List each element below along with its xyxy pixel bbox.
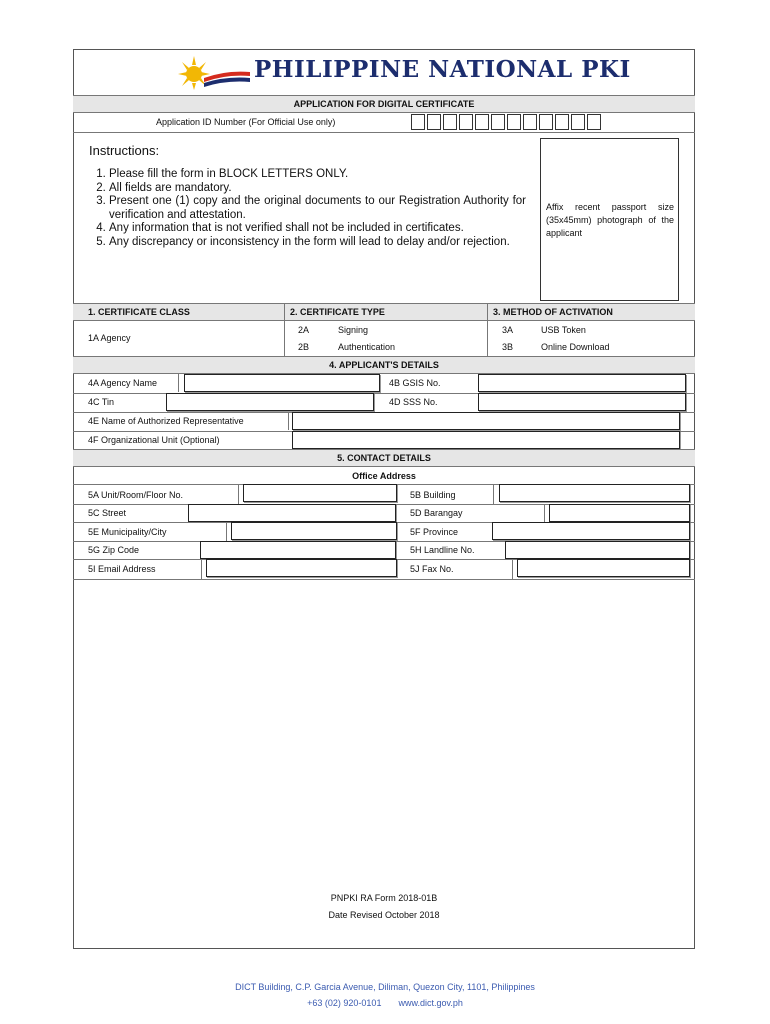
province-label: 5F Province	[410, 527, 459, 537]
cell-divider	[201, 559, 202, 579]
fax-field[interactable]	[517, 559, 690, 577]
cell-divider	[544, 504, 545, 522]
agency-name-label: 4A Agency Name	[88, 378, 158, 388]
app-id-box[interactable]	[443, 114, 457, 130]
instructions-list	[89, 168, 526, 249]
cell-divider	[493, 484, 494, 504]
app-id-box[interactable]	[427, 114, 441, 130]
sss-label: 4D SSS No.	[389, 397, 438, 407]
date-revised: Date Revised October 2018	[328, 910, 440, 920]
auth-rep-label: 4E Name of Authorized Representative	[88, 416, 244, 426]
column-divider	[284, 303, 285, 357]
app-id-box[interactable]	[411, 114, 425, 130]
form-title: APPLICATION FOR DIGITAL CERTIFICATE	[293, 99, 475, 109]
tin-label: 4C Tin	[88, 397, 115, 407]
footer-website[interactable]: www.dict.gov.ph	[398, 998, 463, 1008]
cert-class-option[interactable]: 1A Agency	[88, 333, 131, 343]
instruction-item: 2. All fields are mandatory.	[109, 182, 526, 196]
province-field[interactable]	[492, 522, 690, 540]
cell-divider	[226, 522, 227, 541]
building-label: 5B Building	[410, 490, 456, 500]
cell-divider	[238, 484, 239, 504]
municipality-label: 5E Municipality/City	[88, 527, 167, 537]
logo	[174, 52, 631, 90]
instruction-item: 4. Any information that is not verified shall not be included in certificates.	[109, 222, 526, 236]
cell-divider	[512, 559, 513, 579]
section-5-title: 5. CONTACT DETAILS	[337, 453, 431, 463]
app-id-box[interactable]	[555, 114, 569, 130]
cell-divider	[178, 374, 179, 392]
activation-option-usb[interactable]: USB Token	[541, 325, 586, 335]
section-3-title: 3. METHOD OF ACTIVATION	[493, 307, 613, 317]
gsis-field[interactable]	[478, 374, 686, 392]
app-id-box[interactable]	[587, 114, 601, 130]
zip-field[interactable]	[200, 541, 396, 559]
sss-field[interactable]	[478, 393, 686, 411]
barangay-field[interactable]	[549, 504, 690, 522]
activation-code: 3A	[502, 325, 514, 335]
office-address-subtitle: Office Address	[352, 471, 416, 481]
cert-type-code: 2A	[298, 325, 310, 335]
barangay-label: 5D Barangay	[410, 508, 463, 518]
app-id-box[interactable]	[539, 114, 553, 130]
column-divider	[487, 303, 488, 357]
zip-label: 5G Zip Code	[88, 545, 140, 555]
app-id-box[interactable]	[475, 114, 489, 130]
app-id-box[interactable]	[507, 114, 521, 130]
agency-name-field[interactable]	[184, 374, 380, 392]
activation-option-download[interactable]: Online Download	[541, 342, 610, 352]
app-id-label: Application ID Number (For Official Use only)	[156, 117, 336, 127]
instruction-item: 5. Any discrepancy or inconsistency in the form will lead to delay and/or rejection.	[109, 236, 526, 250]
cert-type-code: 2B	[298, 342, 310, 352]
gsis-label: 4B GSIS No.	[389, 378, 441, 388]
section-1-title: 1. CERTIFICATE CLASS	[88, 307, 190, 317]
landline-field[interactable]	[505, 541, 690, 559]
auth-rep-field[interactable]	[292, 412, 680, 430]
section-2-title: 2. CERTIFICATE TYPE	[290, 307, 385, 317]
municipality-field[interactable]	[231, 522, 397, 540]
unit-field[interactable]	[243, 484, 397, 502]
app-id-box[interactable]	[491, 114, 505, 130]
instruction-item: 3. Present one (1) copy and the original documents to our Registration Authority for verification and attestation.	[109, 195, 526, 222]
photo-box-text: Affix recent passport size (35x45mm) photograph of the applicant	[546, 202, 674, 238]
app-id-box[interactable]	[523, 114, 537, 130]
footer-phone: +63 (02) 920-0101	[307, 998, 382, 1008]
tin-field[interactable]	[166, 393, 374, 411]
instructions-title: Instructions:	[89, 143, 160, 158]
org-unit-field[interactable]	[292, 431, 680, 449]
divider	[73, 579, 695, 580]
app-id-box[interactable]	[571, 114, 585, 130]
email-label: 5I Email Address	[88, 564, 156, 574]
footer-contact	[0, 998, 770, 1008]
footer-address: DICT Building, C.P. Garcia Avenue, Diliman, Quezon City, 1101, Philippines	[235, 982, 535, 992]
org-unit-label: 4F Organizational Unit (Optional)	[88, 435, 220, 445]
street-field[interactable]	[188, 504, 396, 522]
street-label: 5C Street	[88, 508, 127, 518]
fax-label: 5J Fax No.	[410, 564, 454, 574]
cert-type-option-signing[interactable]: Signing	[338, 325, 369, 335]
divider	[73, 132, 695, 133]
landline-label: 5H Landline No.	[410, 545, 475, 555]
cell-divider	[288, 412, 289, 430]
app-id-boxes[interactable]	[411, 114, 603, 130]
logo-text: PHILIPPINE NATIONAL PKI	[254, 56, 631, 83]
cert-type-option-authentication[interactable]: Authentication	[338, 342, 396, 352]
app-id-box[interactable]	[459, 114, 473, 130]
unit-label: 5A Unit/Room/Floor No.	[88, 490, 184, 500]
sun-logo-icon	[174, 52, 250, 90]
section-4-title: 4. APPLICANT'S DETAILS	[329, 360, 439, 370]
form-code: PNPKI RA Form 2018-01B	[330, 893, 438, 903]
photo-box[interactable]	[540, 138, 679, 301]
email-field[interactable]	[206, 559, 397, 577]
building-field[interactable]	[499, 484, 690, 502]
activation-code: 3B	[502, 342, 514, 352]
instruction-item: 1. Please fill the form in BLOCK LETTERS ONLY.	[109, 168, 526, 182]
